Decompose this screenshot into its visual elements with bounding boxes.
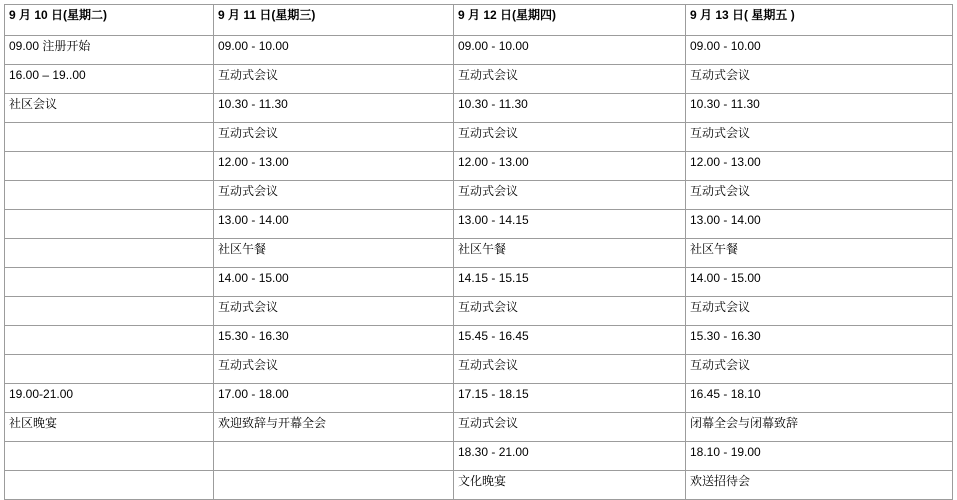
cell-day2: 互动式会议 — [214, 65, 454, 94]
cell-day3: 13.00 - 14.15 — [454, 210, 686, 239]
cell-day4: 互动式会议 — [686, 123, 953, 152]
table-row — [5, 181, 953, 210]
cell-day1: 社区晚宴 — [5, 413, 214, 442]
cell-day4: 15.30 - 16.30 — [686, 326, 953, 355]
cell-day1 — [5, 268, 214, 297]
cell-day2: 09.00 - 10.00 — [214, 36, 454, 65]
column-header-day2: 9 月 11 日(星期三) — [214, 5, 454, 36]
cell-day3: 社区午餐 — [454, 239, 686, 268]
table-row — [5, 65, 953, 94]
cell-day3: 14.15 - 15.15 — [454, 268, 686, 297]
cell-day2: 14.00 - 15.00 — [214, 268, 454, 297]
cell-day2 — [214, 471, 454, 500]
cell-day3: 09.00 - 10.00 — [454, 36, 686, 65]
cell-day2: 15.30 - 16.30 — [214, 326, 454, 355]
table-row — [5, 210, 953, 239]
cell-day4: 10.30 - 11.30 — [686, 94, 953, 123]
cell-day3: 互动式会议 — [454, 297, 686, 326]
cell-day1: 社区会议 — [5, 94, 214, 123]
cell-day1 — [5, 442, 214, 471]
cell-day2: 10.30 - 11.30 — [214, 94, 454, 123]
cell-day2 — [214, 442, 454, 471]
cell-day3: 15.45 - 16.45 — [454, 326, 686, 355]
cell-day3: 文化晚宴 — [454, 471, 686, 500]
cell-day2: 互动式会议 — [214, 123, 454, 152]
table-row — [5, 471, 953, 500]
table-header-row — [5, 5, 953, 36]
cell-day1 — [5, 239, 214, 268]
cell-day4: 互动式会议 — [686, 297, 953, 326]
cell-day4: 14.00 - 15.00 — [686, 268, 953, 297]
cell-day3: 18.30 - 21.00 — [454, 442, 686, 471]
cell-day1 — [5, 326, 214, 355]
cell-day2: 欢迎致辞与开幕全会 — [214, 413, 454, 442]
table-row — [5, 413, 953, 442]
table-row — [5, 152, 953, 181]
table-row — [5, 36, 953, 65]
cell-day3: 互动式会议 — [454, 355, 686, 384]
cell-day3: 互动式会议 — [454, 123, 686, 152]
conference-schedule-table — [4, 4, 953, 500]
cell-day2: 13.00 - 14.00 — [214, 210, 454, 239]
cell-day1: 19.00-21.00 — [5, 384, 214, 413]
cell-day1: 16.00 – 19..00 — [5, 65, 214, 94]
cell-day4: 互动式会议 — [686, 181, 953, 210]
cell-day3: 互动式会议 — [454, 181, 686, 210]
cell-day2: 社区午餐 — [214, 239, 454, 268]
cell-day4: 闭幕全会与闭幕致辞 — [686, 413, 953, 442]
table-row — [5, 297, 953, 326]
cell-day3: 17.15 - 18.15 — [454, 384, 686, 413]
cell-day4: 互动式会议 — [686, 65, 953, 94]
cell-day1 — [5, 297, 214, 326]
cell-day2: 互动式会议 — [214, 297, 454, 326]
cell-day1 — [5, 471, 214, 500]
cell-day3: 12.00 - 13.00 — [454, 152, 686, 181]
cell-day4: 16.45 - 18.10 — [686, 384, 953, 413]
table-row — [5, 268, 953, 297]
cell-day2: 12.00 - 13.00 — [214, 152, 454, 181]
cell-day1 — [5, 181, 214, 210]
cell-day2: 互动式会议 — [214, 355, 454, 384]
table-row — [5, 94, 953, 123]
cell-day4: 互动式会议 — [686, 355, 953, 384]
cell-day4: 欢送招待会 — [686, 471, 953, 500]
cell-day1 — [5, 152, 214, 181]
cell-day1: 09.00 注册开始 — [5, 36, 214, 65]
cell-day4: 12.00 - 13.00 — [686, 152, 953, 181]
cell-day1 — [5, 355, 214, 384]
table-row — [5, 355, 953, 384]
table-row — [5, 442, 953, 471]
column-header-day4: 9 月 13 日( 星期五 ) — [686, 5, 953, 36]
table-row — [5, 384, 953, 413]
cell-day4: 09.00 - 10.00 — [686, 36, 953, 65]
cell-day2: 17.00 - 18.00 — [214, 384, 454, 413]
cell-day3: 10.30 - 11.30 — [454, 94, 686, 123]
cell-day3: 互动式会议 — [454, 65, 686, 94]
cell-day3: 互动式会议 — [454, 413, 686, 442]
cell-day1 — [5, 210, 214, 239]
table-row — [5, 123, 953, 152]
table-row — [5, 239, 953, 268]
column-header-day1: 9 月 10 日(星期二) — [5, 5, 214, 36]
cell-day2: 互动式会议 — [214, 181, 454, 210]
cell-day1 — [5, 123, 214, 152]
cell-day4: 18.10 - 19.00 — [686, 442, 953, 471]
column-header-day3: 9 月 12 日(星期四) — [454, 5, 686, 36]
cell-day4: 13.00 - 14.00 — [686, 210, 953, 239]
cell-day4: 社区午餐 — [686, 239, 953, 268]
table-row — [5, 326, 953, 355]
